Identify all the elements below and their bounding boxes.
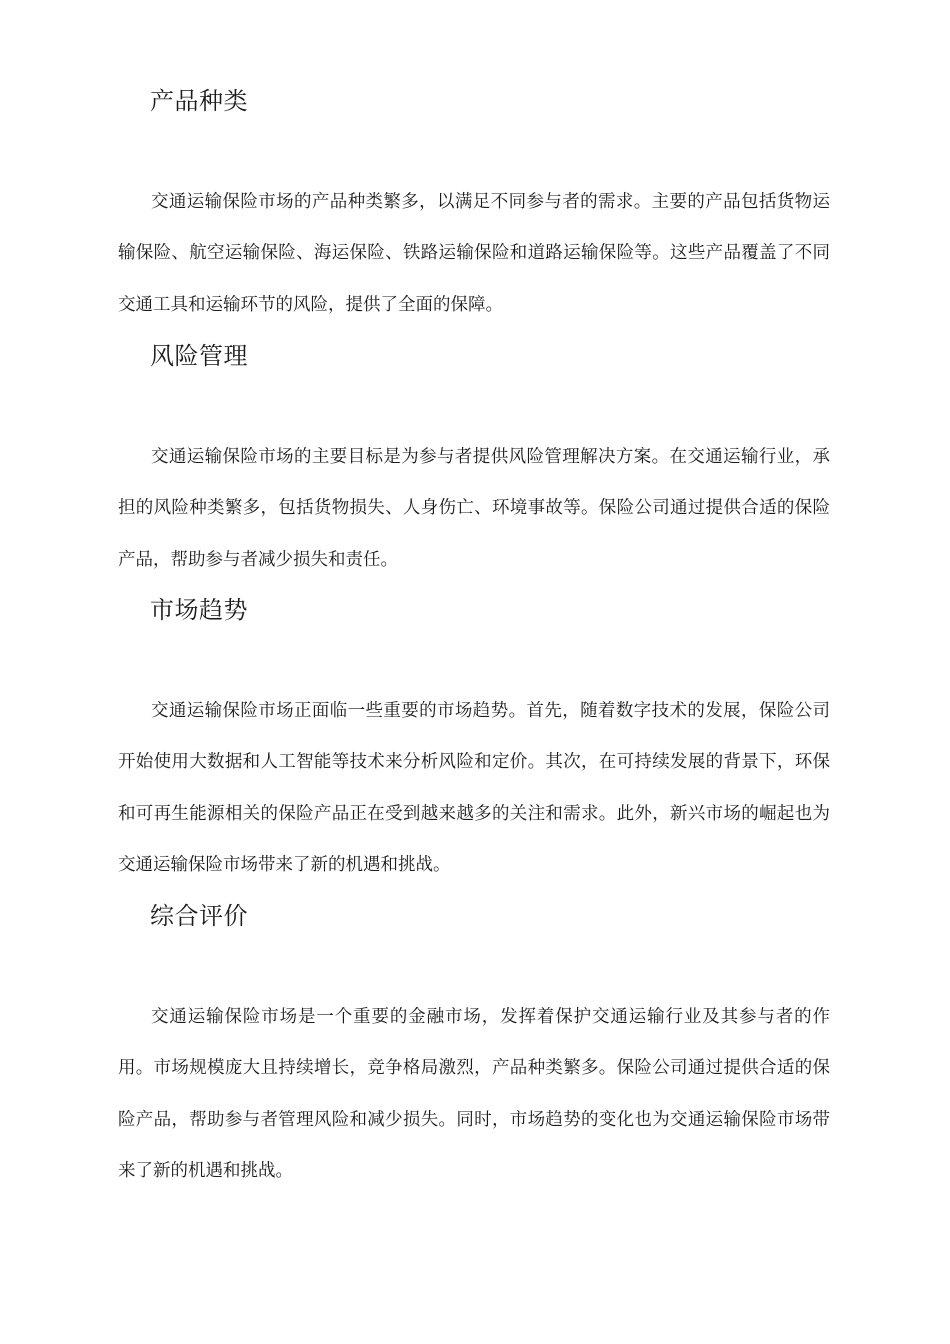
section-paragraph: 交通运输保险市场是一个重要的金融市场，发挥着保护交通运输行业及其参与者的作用。市场规模庞大且持续增长，竞争格局激烈，产品种类繁多。保险公司通过提供合适的保险产品，帮助参与者管理风险和减少损失。同时，市场趋势的变化也为交通运输保险市场带来了新的机遇和挑战。 — [118, 1007, 830, 1181]
section-market-trends — [118, 594, 830, 891]
section-paragraph: 交通运输保险市场正面临一些重要的市场趋势。首先，随着数字技术的发展，保险公司开始使用大数据和人工智能等技术来分析风险和定价。其次，在可持续发展的背景下，环保和可再生能源相关的保险产品正在受到越来越多的关注和需求。此外，新兴市场的崛起也为交通运输保险市场带来了新的机遇和挑战。 — [118, 701, 830, 875]
section-heading: 市场趋势 — [150, 596, 248, 624]
section-product-types — [118, 85, 830, 331]
section-overall-evaluation — [118, 900, 830, 1197]
section-heading: 产品种类 — [150, 87, 248, 115]
section-heading: 风险管理 — [150, 342, 248, 370]
section-risk-management — [118, 340, 830, 586]
section-paragraph: 交通运输保险市场的主要目标是为参与者提供风险管理解决方案。在交通运输行业，承担的风险种类繁多，包括货物损失、人身伤亡、环境事故等。保险公司通过提供合适的保险产品，帮助参与者减少损失和责任。 — [118, 447, 830, 570]
section-heading: 综合评价 — [150, 902, 248, 930]
section-paragraph: 交通运输保险市场的产品种类繁多，以满足不同参与者的需求。主要的产品包括货物运输保险、航空运输保险、海运保险、铁路运输保险和道路运输保险等。这些产品覆盖了不同交通工具和运输环节的风险，提供了全面的保障。 — [118, 192, 830, 315]
